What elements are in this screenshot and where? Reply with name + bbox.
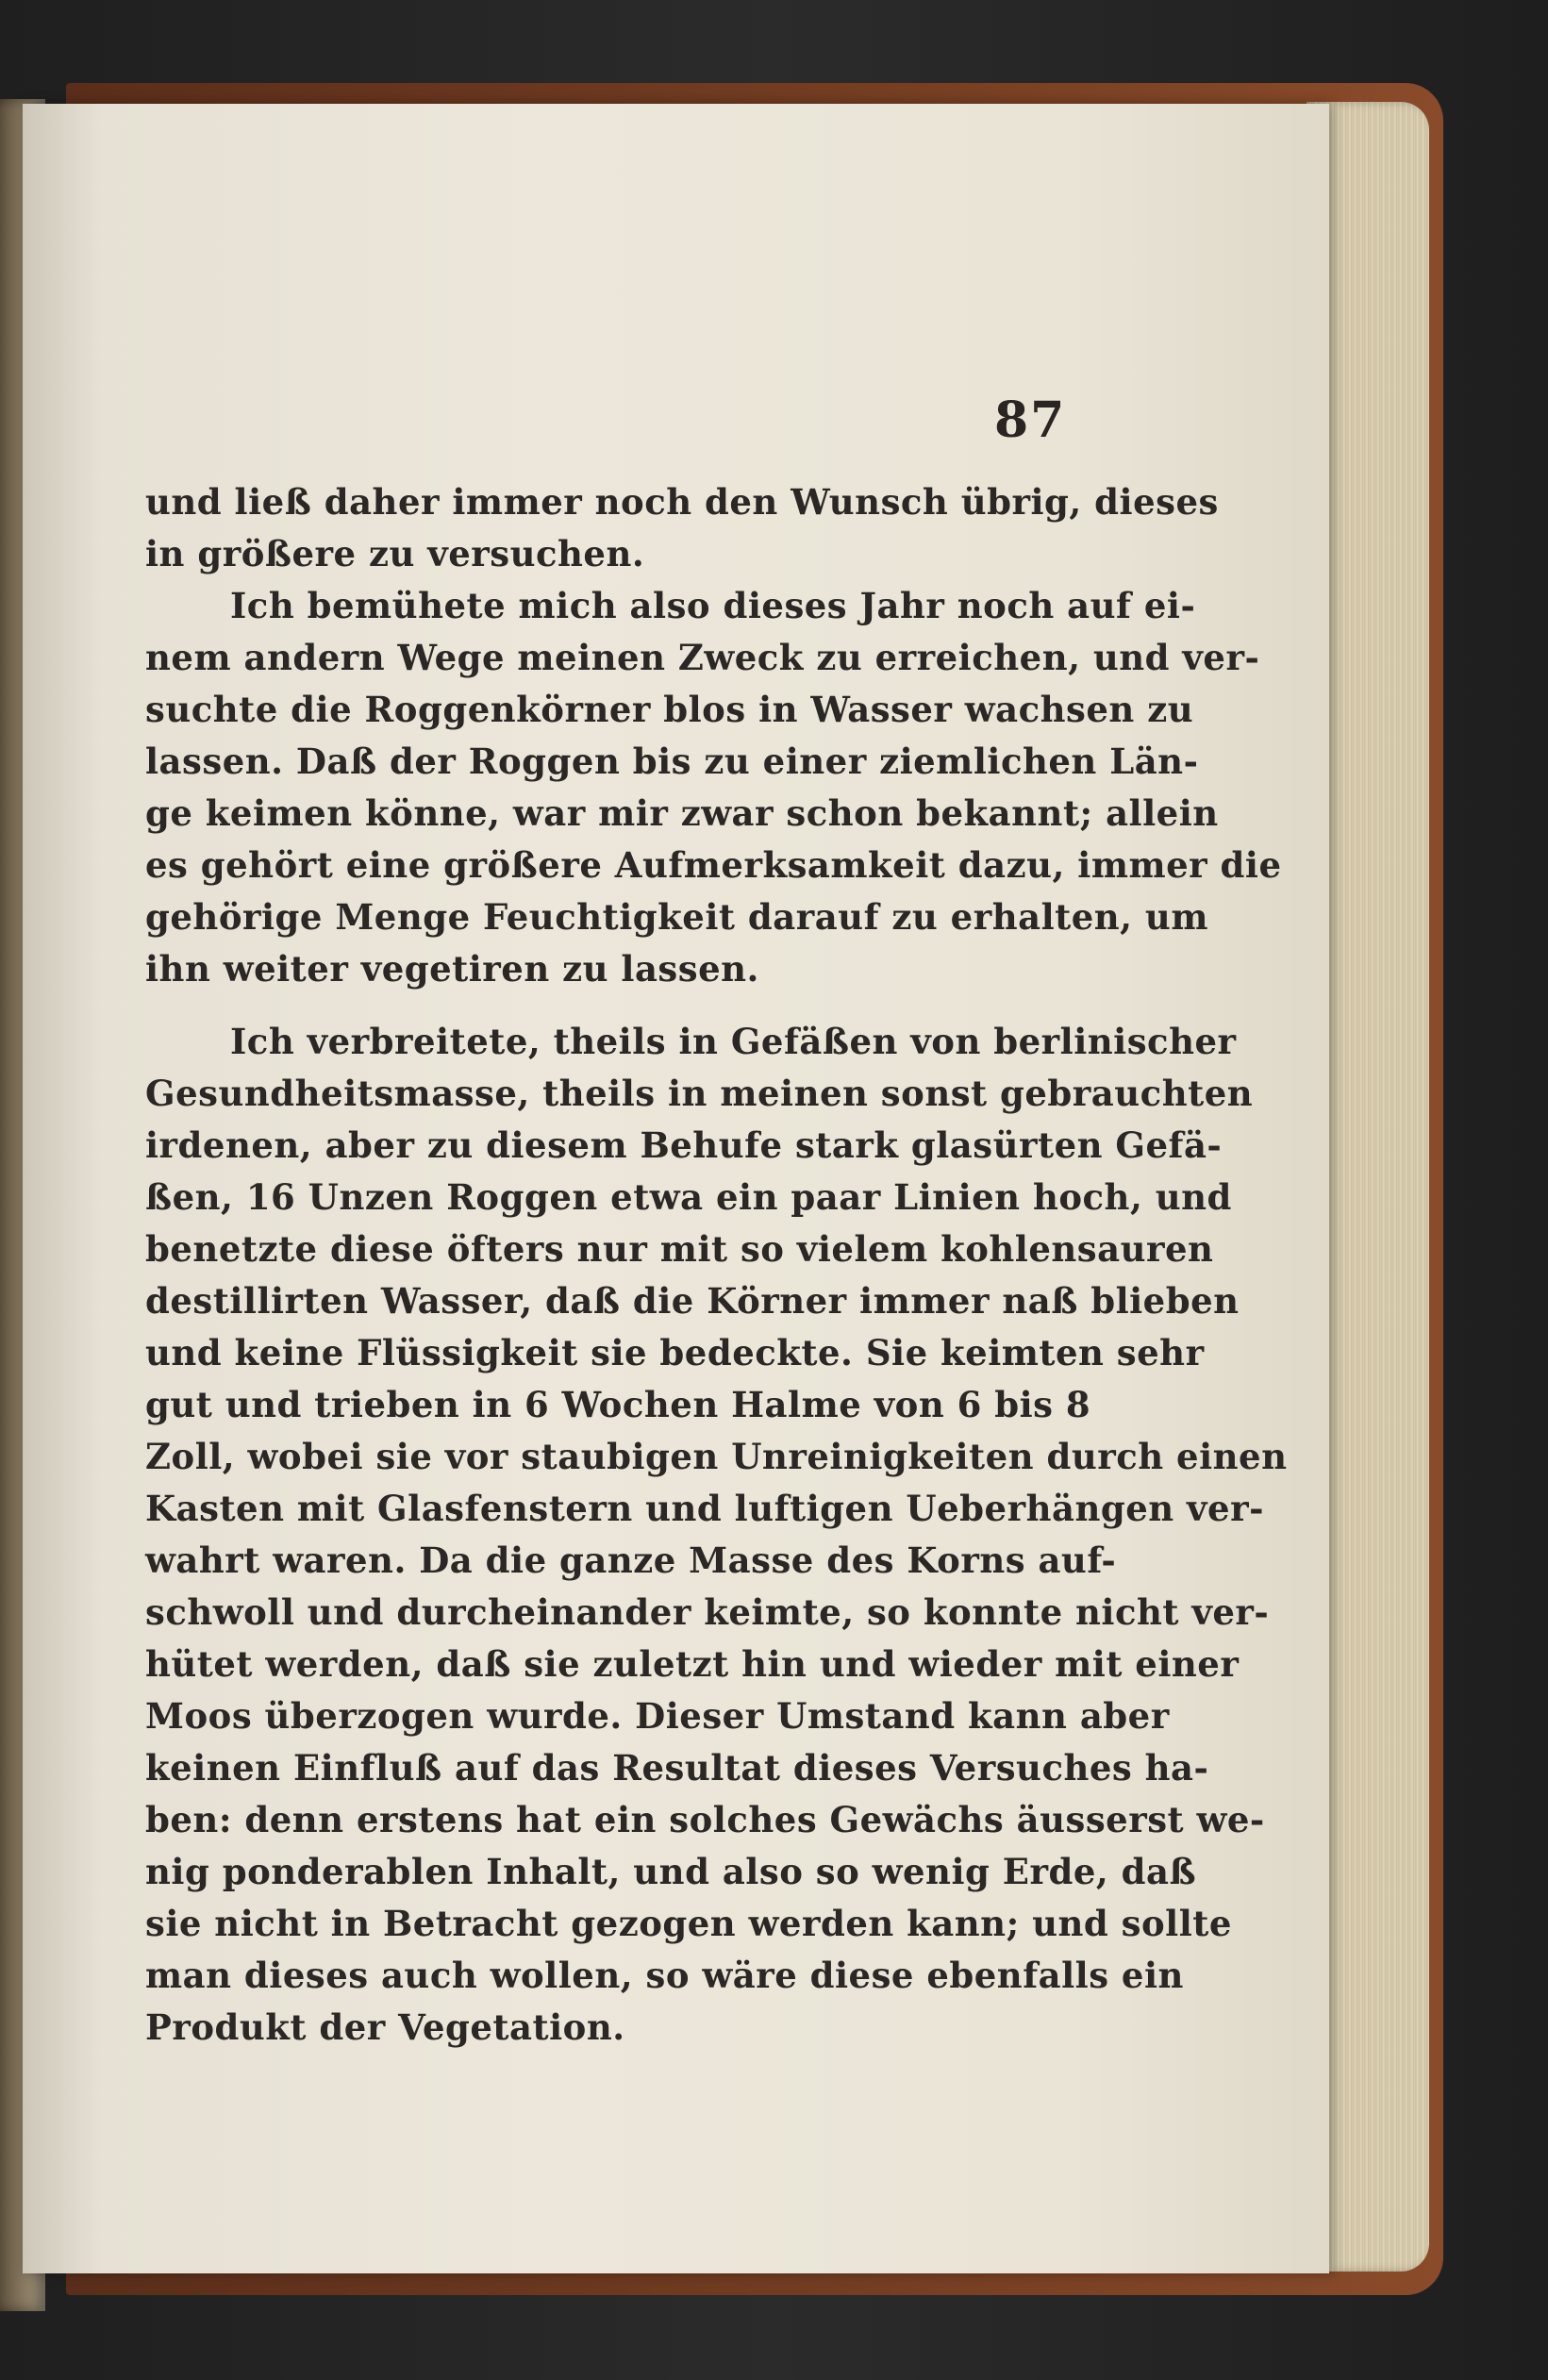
text-line: lassen. Daß der Roggen bis zu einer ziemlichen Län- <box>145 741 1199 782</box>
text-line: es gehört eine größere Aufmerksamkeit dazu, immer die <box>145 844 1282 886</box>
text-line: Moos überzogen wurde. Dieser Umstand kann aber <box>145 1695 1170 1737</box>
text-line: gut und trieben in 6 Wochen Halme von 6 bis 8 <box>145 1384 1091 1425</box>
text-block <box>145 476 1288 2054</box>
text-line: Zoll, wobei sie vor staubigen Unreinigkeiten durch einen <box>145 1436 1288 1477</box>
text-line: ben: denn erstens hat ein solches Gewächs äusserst we- <box>145 1799 1265 1840</box>
text-line: ßen, 16 Unzen Roggen etwa ein paar Linien hoch, und <box>145 1176 1232 1218</box>
text-line: nig ponderablen Inhalt, und also so wenig Erde, daß <box>145 1851 1197 1892</box>
text-line: in größere zu versuchen. <box>145 533 645 574</box>
text-line: irdenen, aber zu diesem Behufe stark glasürten Gefä- <box>145 1124 1223 1166</box>
text-line: ge keimen könne, war mir zwar schon bekannt; allein <box>145 792 1219 834</box>
text-line: hütet werden, daß sie zuletzt hin und wieder mit einer <box>145 1643 1240 1685</box>
text-line: sie nicht in Betracht gezogen werden kann; und sollte <box>145 1903 1232 1944</box>
text-line: nem andern Wege meinen Zweck zu erreichen, und ver- <box>145 637 1260 678</box>
page-number: 87 <box>994 391 1067 449</box>
text-line: suchte die Roggenkörner blos in Wasser wachsen zu <box>145 689 1194 730</box>
text-line: Produkt der Vegetation. <box>145 2006 625 2048</box>
text-line: und ließ daher immer noch den Wunsch übrig, dieses <box>145 481 1219 523</box>
book-page <box>23 104 1329 2273</box>
text-line: schwoll und durcheinander keimte, so konnte nicht ver- <box>145 1591 1270 1633</box>
text-line: Kasten mit Glasfenstern und luftigen Ueberhängen ver- <box>145 1488 1264 1529</box>
text-line: Gesundheitsmasse, theils in meinen sonst gebrauchten <box>145 1073 1254 1114</box>
text-line: destillirten Wasser, daß die Körner immer naß blieben <box>145 1280 1240 1322</box>
text-line: keinen Einfluß auf das Resultat dieses Versuches ha- <box>145 1747 1209 1789</box>
text-line: Ich bemühete mich also dieses Jahr noch auf ei- <box>230 585 1196 626</box>
text-line: und keine Flüssigkeit sie bedeckte. Sie keimten sehr <box>145 1332 1205 1373</box>
text-line: Ich verbreitete, theils in Gefäßen von berlinischer <box>230 1021 1237 1062</box>
paragraph-gap <box>145 995 1079 1016</box>
text-line: gehörige Menge Feuchtigkeit darauf zu erhalten, um <box>145 896 1208 938</box>
text-line: wahrt waren. Da die ganze Masse des Korns auf- <box>145 1540 1117 1581</box>
text-line: man dieses auch wollen, so wäre diese ebenfalls ein <box>145 1955 1184 1996</box>
text-line: ihn weiter vegetiren zu lassen. <box>145 948 759 990</box>
text-line: benetzte diese öfters nur mit so vielem kohlensauren <box>145 1228 1214 1270</box>
